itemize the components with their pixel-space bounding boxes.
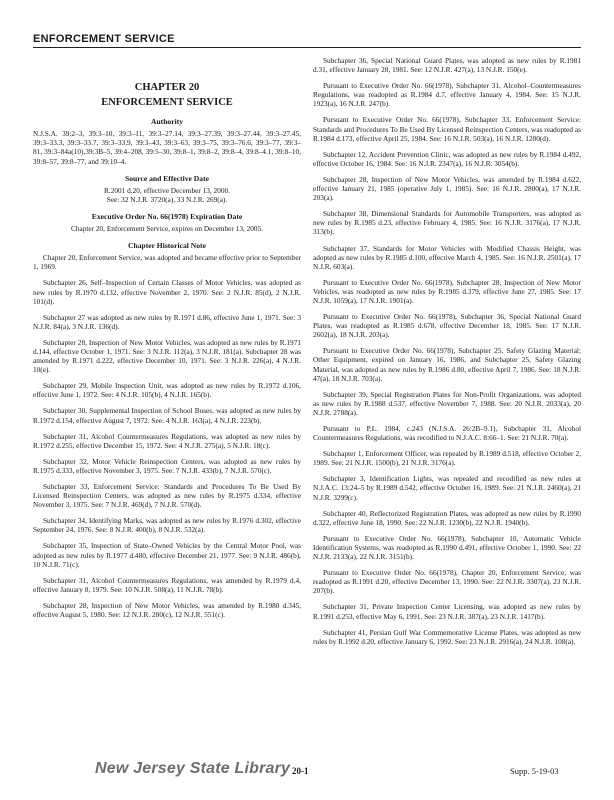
source-heading: Source and Effective Date [124,173,209,183]
history-paragraph: Subchapter 30, Supplemental Inspection of School Buses, was adopted as new rules by R.1972 d.154, effective August 7, 1972. See: 4 N.J.R. 163(a), 4 N.J.R. 223(b). [33,406,301,425]
history-paragraph: Subchapter 33, Enforcement Service: Standards and Procedures To Be Used By Licensed Reinspection Centers, was adopted as new rules by R.1975 d.334, effective November 3, 1975. See: 7 N.J.R. 469(d), 7 N.J.R. 570(d). [33,482,301,510]
source-line-2: See: 32 N.J.R. 3720(a), 33 N.J.R. 269(a). [106,194,228,204]
history-paragraph: Subchapter 28, Inspection of New Motor Vehicles, was amended by R.1980 d.345, effective August 5, 1980. See: 12 N.J.R. 280(c), 12 N.J.R. 551(c). [33,600,301,620]
chapter-title: ENFORCEMENT SERVICE [101,97,233,109]
history-paragraph: Subchapter 34, Identifying Marks, was adopted as new rules by R.1976 d.302, effective September 24, 1976. See: 8 N.J.R. 400(b), 8 N.J.R. 532(a). [33,516,301,535]
history-paragraph: Subchapter 1, Enforcement Officer, was repealed by R.1989 d.518, effective October 2, 1989. See: 21 N.J.R. 1500(b), 21 N.J.R. 3176(a). [313,449,581,468]
chapter-number: CHAPTER 20 [134,82,200,93]
header-rule [33,47,581,48]
history-paragraph: Pursuant to Executive Order No. 66(1978), Subchapter 28, Inspection of New Motor Vehicles, was readopted as new rules by R.1985 d.379, effective June 27, 1985. See: 17 N.J.R. 1059(a), 17 N.J.R. 1901(a). [313,277,581,305]
history-paragraph: Subchapter 40, Reflectorized Registration Plates, was adopted as new rules by R.1990 d.322, effective June 18, 1990. See: 22 N.J.R. 1230(b), 22 N.J.R. 1940(b). [313,508,581,527]
library-watermark: New Jersey State Library [95,760,291,777]
history-paragraph: Pursuant to Executive Order No. 66(1978), Subchapter 25, Safety Glazing Material; Other Equipment, expired on January 16, 1986, and Subchapter 25, Safety Glazing Material, was adopted as new rules by R.1986 d.80, effective April 7, 1986. See: 18 N.J.R. 47(a), 18 N.J.R. 703(a). [313,346,581,383]
right-column [313,56,581,653]
expiration-heading: Executive Order No. 66(1978) Expiration Date [91,211,243,221]
history-paragraph: Subchapter 35, Inspection of State–Owned Vehicles by the Central Motor Pool, was adopted as new rules by R.1977 d.480, effective December 21, 1977. See: 9 N.J.R. 486(b), 10 N.J.R. 71(c). [33,541,301,569]
history-paragraph: Subchapter 12, Accident Prevention Clinic, was adopted as new rules by R.1984 d.492, effective October 16, 1984. See: 16 N.J.R. 2347(a), 16 N.J.R. 3054(b). [313,149,581,168]
supplement-date: Supp. 5-19-03 [510,766,559,776]
expiration-text: Chapter 20, Enforcement Service, expires on December 13, 2005. [70,224,264,234]
authority-text: N.J.S.A. 39:2–3, 39:3–10, 39:3–11, 39:3–27.14, 39:3–27.39, 39:3–27.44, 39:3–27.45, 39:3–33.3, 39:3–33.7, 39:3–33.9, 39:3–43, 39:3–63, 39:3–75, 39:3–76.6, 39:3–77, 39:3–81, 39:3–84a(10),39:3B–5, 39:4–208, 39:5–30, 39:8–1, 39:8–2, 39:8–4, 39:8–4.1, 39:8–10, 39:8–57, 39:8–77, and 39:10–4. [33,129,301,166]
history-paragraph: Subchapter 28, Inspection of New Motor Vehicles, was amended by R.1984 d.622, effective January 21, 1985 (operative July 1, 1985). See: 16 N.J.R. 2800(a), 17 N.J.R. 203(a). [313,174,581,203]
history-paragraph: Pursuant to Executive Order No. 66(1978), Chapter 20, Enforcement Service, was readopted as R.1991 d.20, effective December 13, 1990. See: 22 N.J.R. 3307(a), 23 N.J.R. 207(b). [313,568,581,596]
authority-heading: Authority [150,117,184,127]
history-paragraph: Subchapter 3, Identification Lights, was repealed and recodified as new rules at N.J.A.C. 13:24–5 by R.1989 d.542, effective October 16, 1989. See: 21 N.J.R. 2460(a), 21 N.J.R. 3299(c). [313,474,581,502]
history-paragraph: Subchapter 36, Special National Guard Plates, was adopted as new rules by R.1981 d.31, effective January 28, 1981. See: 12 N.J.R. 427(a), 13 N.J.R. 150(e). [313,56,581,75]
history-paragraph: Pursuant to Executive Order No. 66(1978), Subchapter 33, Enforcement Service: Standards and Procedures To Be Used By Licensed Reinspection Centers, was readopted as R.1984 d.173, effective April 25, 1984. See: 16 N.J.R. 503(a), 16 N.J.R. 1280(d). [313,115,581,143]
history-heading: Chapter Historical Note [128,241,206,251]
history-paragraph: Subchapter 29, Mobile Inspection Unit, was adopted as new rules by R.1972 d.106, effective June 1, 1972. See: 4 N.J.R. 105(b), 4 N.J.R. 165(b). [33,381,301,400]
history-paragraph: Pursuant to P.L. 1984, c.243 (N.J.S.A. 26:2B–9.1), Subchapter 31, Alcohol Countermeasures Regulations, was recodified to N.J.A.C. 8:66–1. See: 21 N.J.R. 70(a). [313,424,581,443]
history-paragraph: Subchapter 31, Private Inspection Center Licensing, was adopted as new rules by R.1991 d.253, effective May 6, 1991. See: 23 N.J.R. 387(a), 23 N.J.R. 1417(b). [313,602,581,621]
history-paragraph: Subchapter 27 was adopted as new rules by R.1971 d.86, effective June 1, 1971. See: 3 N.J.R. 84(a), 3 N.J.R. 136(d). [33,312,301,331]
left-column [33,83,301,626]
history-paragraph: Chapter 20, Enforcement Service, was adopted and became effective prior to September 1, 1969. [33,253,301,272]
history-paragraph: Subchapter 31, Alcohol Countermeasures Regulations, was amended by R.1979 d.4, effective January 8, 1979. See: 10 N.J.R. 508(a), 11 N.J.R. 78(b). [33,575,301,594]
running-header: ENFORCEMENT SERVICE [33,33,175,45]
history-paragraph: Subchapter 32, Motor Vehicle Reinspection Centers, was adopted as new rules by R.1975 d.333, effective November 3, 1975. See: 7 N.J.R. 433(b), 7 N.J.R. 570(c). [33,456,301,475]
source-line-1: R.2001 d.20, effective December 13, 2000. [104,185,230,195]
history-left-list [33,253,301,619]
history-paragraph: Subchapter 41, Persian Gulf War Commemorative License Plates, was adopted as new rules by R.1992 d.20, effective January 6, 1992. See: 23 N.J.R. 2916(a), 24 N.J.R. 108(a). [313,627,581,646]
page-number: 20-1 [292,766,309,776]
history-paragraph: Pursuant to Executive Order No. 66(1978), Subchapter 10, Automatic Vehicle Identification Systems, was readopted as R.1990 d.491, effective October 1, 1990. See: 22 N.J.R. 2133(a), 22 N.J.R. 3151(b). [313,533,581,562]
history-paragraph: Pursuant to Executive Order No. 66(1978), Subchapter 36, Special National Guard Plates, was readopted as R.1985 d.678, effective December 18, 1985. See: 17 N.J.R. 2602(a), 18 N.J.R. 203(a). [313,312,581,340]
history-paragraph: Subchapter 38, Dimensional Standards for Automobile Transporters, was adopted as new rules by R.1985 d.23, effective February 4, 1985. See: 16 N.J.R. 3176(a), 17 N.J.R. 313(b). [313,209,581,237]
history-paragraph: Subchapter 28, Inspection of New Motor Vehicles, was adopted as new rules by R.1971 d.144, effective October 1, 1971. See: 3 N.J.R. 112(a), 3 N.J.R. 181(a). Subchapter 28 was amended by R.1971 d.222, effective December 10, 1971. See: 3 N.J.R. 226(a), 4 N.J.R. 10(e). [33,337,301,375]
history-paragraph: Subchapter 31, Alcohol Countermeasures Regulations, was adopted as new rules by R.1972 d.255, effective December 15, 1972. See: 4 N.J.R. 275(a), 5 N.J.R. 18(c). [33,431,301,450]
history-paragraph: Subchapter 39, Special Registration Plates for Non-Profit Organizations, was adopted as new rules by R.1988 d.537, effective November 7, 1988. See: 20 N.J.R. 2033(a), 20 N.J.R. 2788(a). [313,389,581,417]
history-paragraph: Subchapter 37, Standards for Motor Vehicles with Modified Chassis Height, was adopted as new rules by R.1985 d.100, effective March 4, 1985. See: 16 N.J.R. 2501(a), 17 N.J.R. 603(a). [313,243,581,271]
history-paragraph: Subchapter 26, Self–Inspection of Certain Classes of Motor Vehicles, was adopted as new rules by R.1970 d.132, effective November 2, 1970. See: 2 N.J.R. 85(d), 2 N.J.R. 101(d). [33,278,301,306]
history-paragraph: Pursuant to Executive Order No. 66(1978), Subchapter 31, Alcohol–Countermeasures Regulations, was readopted as R.1984 d.7, effective January 4, 1984. See: 15 N.J.R. 1923(a), 16 N.J.R. 247(b). [313,81,581,109]
